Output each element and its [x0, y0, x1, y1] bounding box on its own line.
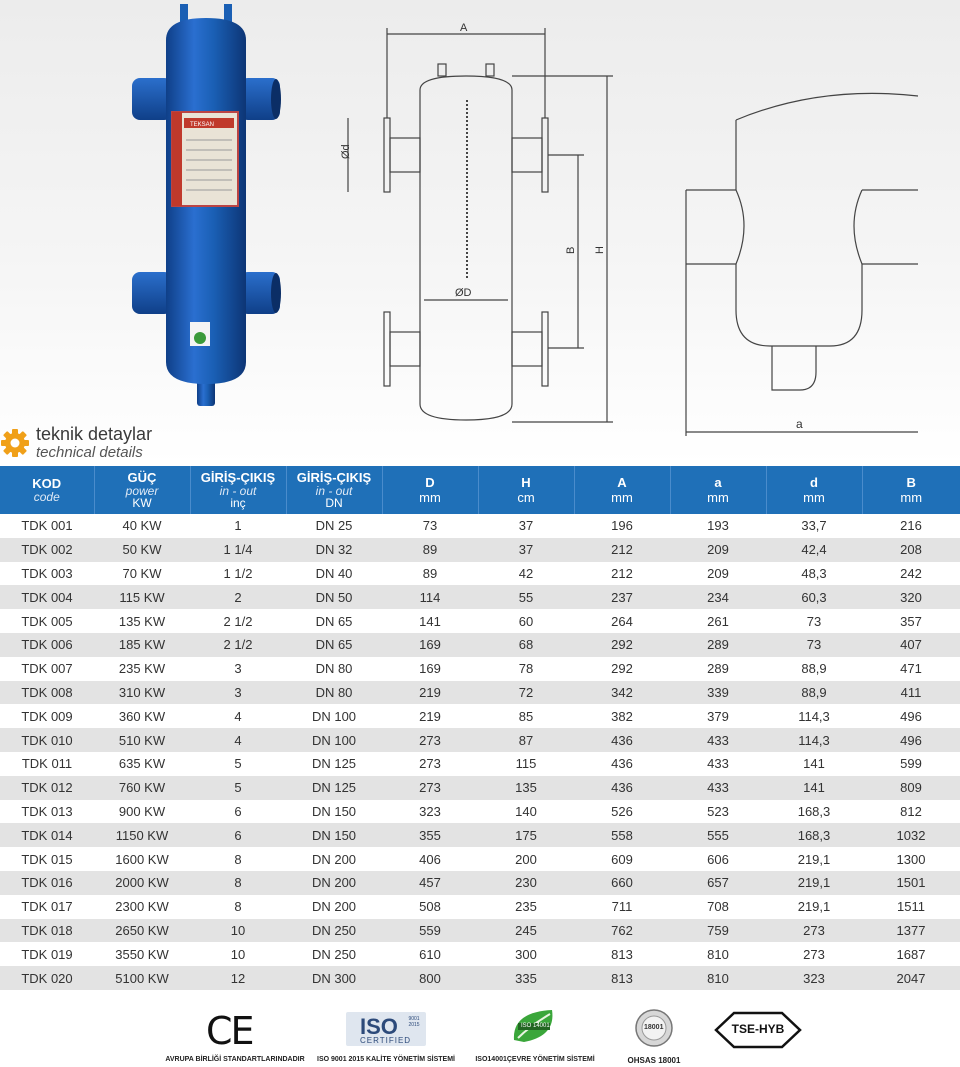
table-cell: 193 [707, 518, 729, 534]
table-cell: 60,3 [766, 585, 862, 609]
table-cell: 219,1 [766, 871, 862, 895]
table-cell: 5100 KW [94, 966, 190, 990]
ce-mark-icon: CE [206, 1009, 253, 1053]
table-row [0, 800, 960, 824]
table-cell: 140 [515, 803, 537, 819]
cert-ohsas [614, 1000, 694, 1067]
table-cell: DN 100 [311, 708, 357, 724]
table-cell: 510 KW [94, 728, 190, 752]
table-cell: 809 [862, 776, 960, 800]
table-cell: 360 KW [118, 708, 166, 724]
table-cell: DN 40 [315, 565, 353, 581]
table-cell: 72 [478, 681, 574, 705]
table-cell: 37 [518, 518, 534, 534]
table-cell: 114,3 [766, 728, 862, 752]
table-cell: DN 200 [311, 899, 357, 915]
table-cell: 8 [234, 851, 242, 867]
table-cell: 5 [190, 776, 286, 800]
table-cell: 185 KW [94, 633, 190, 657]
table-row [0, 562, 960, 586]
brand-label: TEKSAN [190, 122, 215, 128]
table-cell: 235 [515, 899, 537, 915]
table-cell: 289 [670, 633, 766, 657]
table-cell: DN 125 [311, 756, 357, 772]
table-cell: 310 KW [94, 681, 190, 705]
table-cell: DN 100 [286, 728, 382, 752]
table-cell: DN 32 [286, 538, 382, 562]
table-cell: 609 [611, 851, 633, 867]
table-row [0, 728, 960, 752]
table-cell: 8 [190, 871, 286, 895]
table-cell: 606 [707, 851, 729, 867]
table-cell: 635 KW [118, 756, 166, 772]
table-cell: 433 [707, 756, 729, 772]
table-cell: 37 [478, 538, 574, 562]
table-cell: 73 [766, 633, 862, 657]
cert-ce-label: AVRUPA BİRLİĞİ STANDARTLARINDADIR [165, 1056, 305, 1063]
spec-table-body [0, 514, 960, 990]
table-cell: 2000 KW [94, 871, 190, 895]
table-cell: DN 80 [286, 681, 382, 705]
header-guc: GÜÇ power KW [94, 466, 190, 514]
table-cell: 78 [518, 661, 534, 677]
table-cell: 87 [478, 728, 574, 752]
table-cell: 216 [900, 518, 922, 534]
table-cell: 810 [707, 946, 729, 962]
table-cell: 900 KW [118, 803, 166, 819]
table-cell: 175 [478, 823, 574, 847]
table-cell: 235 KW [118, 661, 166, 677]
table-header-row [0, 466, 960, 514]
dimension-A-label: A [460, 22, 468, 34]
table-cell: 234 [670, 585, 766, 609]
table-cell: 212 [611, 565, 633, 581]
table-row [0, 847, 960, 871]
table-cell: 273 [419, 756, 441, 772]
table-row [0, 681, 960, 705]
top-area [0, 0, 960, 465]
table-cell: 89 [382, 538, 478, 562]
table-cell: 471 [900, 661, 922, 677]
table-cell: TDK 011 [21, 756, 73, 772]
product-image [127, 2, 287, 412]
table-cell: 141 [766, 776, 862, 800]
header-A: A mm [574, 466, 670, 514]
table-row [0, 609, 960, 633]
table-cell: 50 KW [94, 538, 190, 562]
table-cell: 2650 KW [94, 919, 190, 943]
table-cell: 407 [862, 633, 960, 657]
table-cell: 660 [574, 871, 670, 895]
table-cell: 1 1/2 [223, 565, 253, 581]
table-row [0, 823, 960, 847]
table-cell: 10 [190, 919, 286, 943]
table-cell: 1687 [896, 946, 926, 962]
table-cell: 196 [611, 518, 633, 534]
table-cell: 289 [707, 661, 729, 677]
table-row [0, 871, 960, 895]
dimension-H-label: H [594, 246, 606, 254]
table-cell: TDK 018 [0, 919, 94, 943]
table-cell: TDK 013 [21, 803, 73, 819]
table-cell: 55 [478, 585, 574, 609]
header-inout-inch: GİRİŞ-ÇIKIŞ in - out inç [190, 466, 286, 514]
table-row [0, 633, 960, 657]
table-cell: 2047 [862, 966, 960, 990]
table-cell: 141 [419, 613, 441, 629]
table-cell: 73 [806, 613, 822, 629]
table-cell: 1377 [862, 919, 960, 943]
header-a: a mm [670, 466, 766, 514]
table-cell: 273 [382, 776, 478, 800]
table-cell: 4 [234, 708, 242, 724]
technical-drawing-side [680, 80, 920, 440]
table-cell: 433 [670, 728, 766, 752]
table-cell: 379 [707, 708, 729, 724]
table-cell: 812 [900, 803, 922, 819]
table-cell: DN 250 [286, 919, 382, 943]
table-cell: 508 [419, 899, 441, 915]
table-cell: 219,1 [797, 899, 831, 915]
table-cell: TDK 008 [0, 681, 94, 705]
table-cell: 813 [574, 966, 670, 990]
table-cell: 599 [900, 756, 922, 772]
table-cell: TDK 012 [0, 776, 94, 800]
table-cell: 40 KW [122, 518, 162, 534]
table-cell: DN 250 [311, 946, 357, 962]
table-cell: 759 [670, 919, 766, 943]
dimension-a-label: a [796, 417, 803, 431]
table-cell: 42 [518, 565, 534, 581]
table-cell: 433 [670, 776, 766, 800]
table-cell: DN 65 [315, 613, 353, 629]
table-cell: TDK 004 [0, 585, 94, 609]
table-cell: 762 [574, 919, 670, 943]
table-cell: 436 [574, 728, 670, 752]
table-cell: 68 [478, 633, 574, 657]
table-cell: TDK 020 [0, 966, 94, 990]
table-cell: 406 [419, 851, 441, 867]
table-cell: 273 [803, 946, 825, 962]
table-cell: 219 [419, 708, 441, 724]
header-d: d mm [766, 466, 862, 514]
dimension-B-label: B [565, 246, 577, 254]
table-cell: TDK 015 [21, 851, 73, 867]
table-cell: 496 [862, 728, 960, 752]
table-cell: 168,3 [766, 823, 862, 847]
header-B: B mm [862, 466, 960, 514]
table-cell: 135 KW [118, 613, 166, 629]
table-cell: 48,3 [801, 565, 827, 581]
header-D: D mm [382, 466, 478, 514]
table-cell: 114,3 [798, 708, 830, 724]
table-cell: DN 200 [311, 851, 357, 867]
table-cell: 1600 KW [115, 851, 169, 867]
heading-subtitle: technical details [36, 444, 143, 461]
table-cell: 242 [900, 565, 922, 581]
table-cell: DN 200 [286, 871, 382, 895]
table-cell: 5 [234, 756, 242, 772]
table-cell: 169 [419, 661, 441, 677]
table-cell: 355 [382, 823, 478, 847]
table-cell: 342 [574, 681, 670, 705]
table-cell: 526 [611, 803, 633, 819]
spec-table [0, 466, 960, 990]
table-cell: 323 [419, 803, 441, 819]
table-cell: 10 [230, 946, 246, 962]
table-cell: 708 [707, 899, 729, 915]
table-cell: 200 [515, 851, 537, 867]
table-cell: 85 [518, 708, 534, 724]
table-cell: TDK 016 [0, 871, 94, 895]
table-row [0, 966, 960, 990]
table-cell: 436 [574, 776, 670, 800]
table-cell: 3550 KW [115, 946, 169, 962]
table-cell: DN 65 [286, 633, 382, 657]
table-cell: 273 [382, 728, 478, 752]
iso14001-leaf-icon: ISO 14001 [510, 1006, 558, 1046]
table-cell: 33,7 [801, 518, 827, 534]
table-cell: 810 [670, 966, 766, 990]
table-cell: 657 [670, 871, 766, 895]
table-cell: 339 [670, 681, 766, 705]
table-row [0, 942, 960, 966]
table-cell: 813 [611, 946, 633, 962]
table-row [0, 704, 960, 728]
table-cell: 261 [707, 613, 729, 629]
table-cell: 273 [766, 919, 862, 943]
table-row [0, 514, 960, 538]
table-row [0, 752, 960, 776]
cert-tse [708, 1000, 808, 1067]
heading-title: teknik detaylar [36, 424, 153, 444]
table-cell: TDK 005 [21, 613, 73, 629]
table-cell: DN 300 [286, 966, 382, 990]
header-kod: KOD code [0, 466, 94, 514]
table-row [0, 919, 960, 943]
gear-icon [0, 428, 30, 458]
table-cell: 610 [419, 946, 441, 962]
table-cell: 558 [574, 823, 670, 847]
table-cell: 711 [611, 899, 633, 915]
table-cell: 1300 [896, 851, 926, 867]
table-cell: 335 [478, 966, 574, 990]
table-cell: 42,4 [766, 538, 862, 562]
cert-ce [160, 1000, 310, 1067]
cert-ohsas-label: OHSAS 18001 [627, 1056, 681, 1065]
table-cell: 1150 KW [94, 823, 190, 847]
table-row [0, 895, 960, 919]
table-cell: 60 [518, 613, 534, 629]
table-cell: 3 [234, 661, 242, 677]
table-cell: 114 [382, 585, 478, 609]
ohsas-seal-icon: 18001 [632, 1008, 676, 1048]
table-cell: DN 125 [286, 776, 382, 800]
table-cell: 436 [611, 756, 633, 772]
table-cell: 292 [574, 633, 670, 657]
table-cell: 1 1/4 [190, 538, 286, 562]
table-cell: 1 [234, 518, 242, 534]
table-row [0, 776, 960, 800]
table-cell: 6 [190, 823, 286, 847]
table-cell: TDK 010 [0, 728, 94, 752]
table-cell: 135 [478, 776, 574, 800]
table-cell: 2300 KW [115, 899, 169, 915]
table-cell: 2 1/2 [190, 633, 286, 657]
cert-iso9001 [316, 1000, 456, 1067]
table-cell: 208 [862, 538, 960, 562]
table-cell: TDK 002 [0, 538, 94, 562]
dimension-Od-label: Ød [340, 144, 352, 159]
table-cell: 115 [515, 756, 537, 772]
table-cell: 2 1/2 [223, 613, 253, 629]
table-cell: 219 [382, 681, 478, 705]
table-cell: 219,1 [797, 851, 831, 867]
dimension-OD-label: ØD [455, 287, 472, 299]
table-cell: 1501 [862, 871, 960, 895]
table-cell: 496 [900, 708, 922, 724]
table-cell: TDK 007 [21, 661, 73, 677]
table-cell: 168,3 [797, 803, 831, 819]
table-cell: 212 [574, 538, 670, 562]
table-cell: 169 [382, 633, 478, 657]
cert-iso14001 [470, 1000, 600, 1067]
table-cell: 457 [382, 871, 478, 895]
header-H: H cm [478, 466, 574, 514]
table-cell: DN 50 [286, 585, 382, 609]
table-cell: DN 80 [315, 661, 353, 677]
table-cell: 1511 [897, 899, 925, 915]
table-cell: 523 [707, 803, 729, 819]
table-cell: DN 150 [286, 823, 382, 847]
table-cell: 230 [478, 871, 574, 895]
table-cell: TDK 003 [21, 565, 73, 581]
iso9001-logo-icon: ISO 9001 2015 CERTIFIED [346, 1012, 426, 1046]
table-cell: 411 [862, 681, 960, 705]
table-cell: 88,9 [766, 681, 862, 705]
table-cell: 245 [478, 919, 574, 943]
table-cell: 115 KW [94, 585, 190, 609]
table-cell: 88,9 [801, 661, 827, 677]
technical-drawing-front [335, 5, 615, 435]
table-cell: 323 [766, 966, 862, 990]
table-cell: 141 [803, 756, 825, 772]
table-cell: 209 [670, 538, 766, 562]
table-cell: TDK 001 [21, 518, 73, 534]
table-cell: 357 [900, 613, 922, 629]
table-cell: 300 [515, 946, 537, 962]
table-row [0, 657, 960, 681]
table-cell: TDK 017 [21, 899, 73, 915]
table-cell: 320 [862, 585, 960, 609]
table-cell: 264 [611, 613, 633, 629]
table-cell: 555 [670, 823, 766, 847]
table-cell: TDK 014 [0, 823, 94, 847]
table-row [0, 538, 960, 562]
table-cell: TDK 009 [21, 708, 73, 724]
table-cell: 382 [611, 708, 633, 724]
cert-iso14001-label: ISO14001ÇEVRE YÖNETİM SİSTEMİ [475, 1056, 595, 1063]
table-cell: 760 KW [94, 776, 190, 800]
table-cell: 89 [422, 565, 438, 581]
table-cell: DN 150 [311, 803, 357, 819]
table-row [0, 585, 960, 609]
table-cell: 209 [707, 565, 729, 581]
certificates-bar [0, 1000, 960, 1067]
tse-mark: TSE-HYB [731, 1022, 785, 1036]
table-cell: 559 [382, 919, 478, 943]
table-cell: 1032 [862, 823, 960, 847]
table-cell: 2 [190, 585, 286, 609]
table-cell: 800 [382, 966, 478, 990]
table-cell: 3 [190, 681, 286, 705]
table-cell: 237 [574, 585, 670, 609]
table-cell: 70 KW [122, 565, 162, 581]
table-cell: 292 [611, 661, 633, 677]
table-cell: DN 25 [315, 518, 353, 534]
table-cell: 73 [422, 518, 438, 534]
header-inout-dn: GİRİŞ-ÇIKIŞ in - out DN [286, 466, 382, 514]
table-cell: TDK 019 [21, 946, 73, 962]
table-cell: TDK 006 [0, 633, 94, 657]
cert-iso9001-label: ISO 9001 2015 KALİTE YÖNETİM SİSTEMİ [317, 1056, 455, 1063]
table-cell: 4 [190, 728, 286, 752]
table-cell: 8 [234, 899, 242, 915]
table-cell: 12 [190, 966, 286, 990]
table-cell: 6 [234, 803, 242, 819]
